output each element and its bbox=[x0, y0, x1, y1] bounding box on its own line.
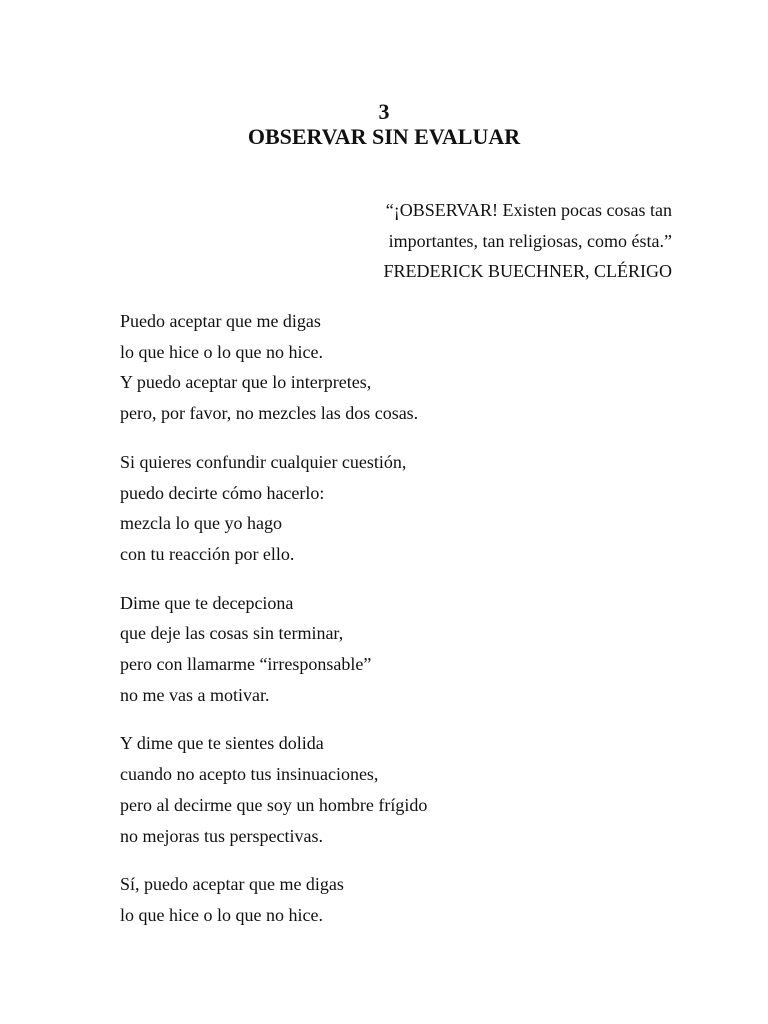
poem-line: Si quieres confundir cualquier cuestión, bbox=[120, 451, 407, 472]
poem bbox=[120, 306, 680, 949]
poem-line: Sí, puedo aceptar que me digas bbox=[120, 874, 344, 895]
poem-line: que deje las cosas sin terminar, bbox=[120, 623, 344, 644]
chapter-title: OBSERVAR SIN EVALUAR bbox=[247, 124, 521, 149]
stanza bbox=[120, 588, 680, 711]
poem-line: Y puedo aceptar que lo interpretes, bbox=[120, 372, 372, 393]
poem-line: no mejoras tus perspectivas. bbox=[120, 825, 323, 846]
poem-line: pero, por favor, no mezcles las dos cosas. bbox=[120, 403, 419, 424]
stanza bbox=[120, 869, 680, 930]
poem-line: cuando no acepto tus insinuaciones, bbox=[120, 764, 379, 785]
epigraph-line: importantes, tan religiosas, como ésta.” bbox=[388, 230, 672, 251]
poem-line: Puedo aceptar que me digas bbox=[120, 311, 321, 331]
stanza bbox=[120, 306, 680, 429]
poem-line: no me vas a motivar. bbox=[120, 684, 270, 705]
epigraph-line: “¡OBSERVAR! Existen pocas cosas tan bbox=[385, 200, 672, 220]
poem-line: Dime que te decepciona bbox=[120, 592, 294, 613]
poem-line: pero con llamarme “irresponsable” bbox=[120, 654, 372, 675]
poem-line: pero al decirme que soy un hombre frígido bbox=[120, 794, 428, 815]
poem-line: mezcla lo que yo hago bbox=[120, 513, 282, 534]
stanza bbox=[120, 447, 680, 570]
epigraph bbox=[252, 195, 672, 287]
poem-line: con tu reacción por ello. bbox=[120, 543, 295, 564]
poem-line: puedo decirte cómo hacerlo: bbox=[120, 482, 325, 503]
stanza bbox=[120, 728, 680, 851]
poem-line: Y dime que te sientes dolida bbox=[120, 733, 324, 754]
chapter-number: 3 bbox=[378, 99, 390, 124]
epigraph-attribution: FREDERICK BUECHNER, CLÉRIGO bbox=[383, 261, 672, 281]
poem-line: lo que hice o lo que no hice. bbox=[120, 341, 323, 362]
poem-line: lo que hice o lo que no hice. bbox=[120, 904, 323, 925]
